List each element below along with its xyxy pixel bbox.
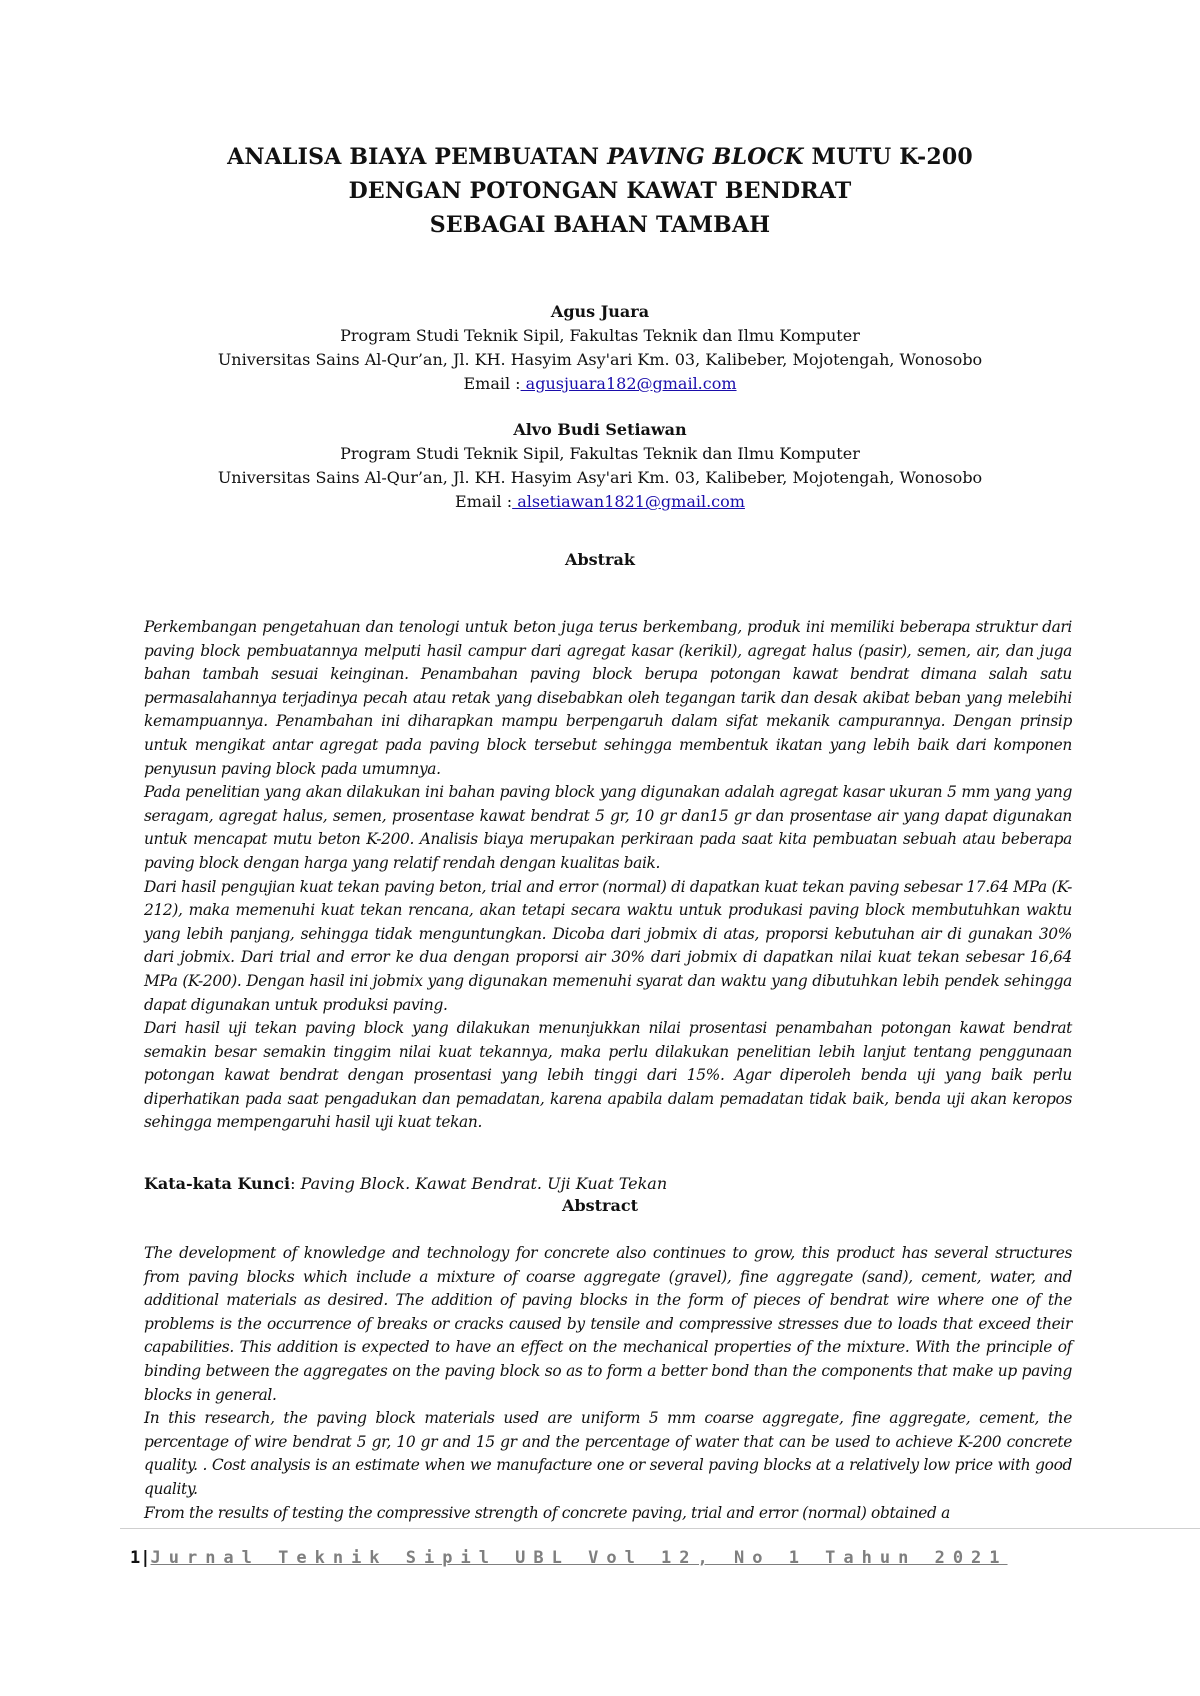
abstract-body [144, 1242, 1072, 1525]
footer-divider [120, 1528, 1200, 1529]
paper-title [140, 140, 1060, 242]
keywords-separator: : [290, 1174, 301, 1193]
abstrak-heading: Abstrak [565, 550, 635, 569]
keywords-line [144, 1172, 1064, 1196]
email-label: Email : [455, 492, 513, 511]
title-line-3: SEBAGAI BAHAN TAMBAH [429, 212, 771, 238]
author-email-line [140, 490, 1060, 514]
abstrak-paragraph: Perkembangan pengetahuan dan tenologi untuk beton juga terus berkembang, produk ini memiliki beberapa struktur dari paving block pembuatannya melputi hasil campur dari agregat kasar (kerikil), agregat halus (pasir), semen, air, dan juga bahan tambah sesuai keinginan. Penambahan paving block berupa potongan kawat bendrat dimana salah satu permasalahannya terjadinya pecah atau retak yang disebabkan oleh tegangan tarik dan desak akibat beban yang melebihi kemampuannya. Penambahan ini diharapkan mampu berpengaruh dalam sifat mekanik campurannya. Dengan prinsip untuk mengikat antar agregat pada paving block tersebut sehingga membentuk ikatan yang lebih baik dari komponen penyusun paving block pada umumnya. [144, 618, 1072, 778]
email-label: Email : [463, 374, 521, 393]
keywords-value: Paving Block. Kawat Bendrat. Uji Kuat Tekan [300, 1174, 668, 1193]
author-list [140, 300, 1060, 536]
author-name: Agus Juara [550, 302, 650, 321]
author-block [140, 300, 1060, 396]
author-email-link[interactable]: alsetiawan1821@gmail.com [512, 492, 745, 511]
author-email-link[interactable]: agusjuara182@gmail.com [520, 374, 737, 393]
author-affiliation: Universitas Sains Al-Qur’an, Jl. KH. Hasyim Asy'ari Km. 03, Kalibeber, Mojotengah, Wonosobo [217, 468, 983, 487]
author-affiliation: Program Studi Teknik Sipil, Fakultas Teknik dan Ilmu Komputer [340, 326, 860, 345]
author-email-line [140, 372, 1060, 396]
abstract-paragraph: In this research, the paving block materials used are uniform 5 mm coarse aggregate, fine aggregate, cement, the percentage of wire bendrat 5 gr, 10 gr and 15 gr and the percentage of water that can be used to achieve K-200 concrete quality. . Cost analysis is an estimate when we manufacture one or several paving blocks at a relatively low price with good quality. [144, 1409, 1072, 1498]
page-number: 1| [130, 1548, 151, 1568]
author-affiliation: Universitas Sains Al-Qur’an, Jl. KH. Hasyim Asy'ari Km. 03, Kalibeber, Mojotengah, Wonosobo [217, 350, 983, 369]
keywords-label: Kata-kata Kunci [144, 1174, 291, 1193]
author-affiliation: Program Studi Teknik Sipil, Fakultas Teknik dan Ilmu Komputer [340, 444, 860, 463]
page-footer [130, 1548, 1008, 1568]
author-name: Alvo Budi Setiawan [513, 420, 687, 439]
author-block [140, 418, 1060, 514]
abstrak-paragraph: Dari hasil pengujian kuat tekan paving beton, trial and error (normal) di dapatkan kuat tekan paving sebesar 17.64 MPa (K-212), maka memenuhi kuat tekan rencana, akan tetapi secara waktu untuk produkasi paving block membutuhkan waktu yang lebih panjang, sehingga tidak menguntungkan. Dicoba dari jobmix di atas, proporsi kebutuhan air di gunakan 30% dari jobmix. Dari trial and error ke dua dengan proporsi air 30% dari jobmix di dapatkan nilai kuat tekan sebesar 16,64 MPa (K-200). Dengan hasil ini jobmix yang digunakan memenuhi syarat dan waktu yang dibutuhkan lebih pendek sehingga dapat digunakan untuk produksi paving. [144, 877, 1072, 1014]
journal-name: Jurnal Teknik Sipil UBL Vol 12, No 1 Tahun 2021 [150, 1548, 1008, 1568]
abstrak-body [144, 616, 1072, 1135]
title-line-1: ANALISA BIAYA PEMBUATAN PAVING BLOCK MUTU K-200 [227, 144, 973, 170]
title-italic-term: PAVING BLOCK [607, 144, 804, 170]
abstrak-paragraph: Dari hasil uji tekan paving block yang dilakukan menunjukkan nilai prosentasi penambahan potongan kawat bendrat semakin besar semakin tinggim nilai kuat tekannya, maka perlu dilakukan penelitian lebih lanjut tentang penggunaan potongan kawat bendrat dengan prosentasi yang lebih tinggi dari 15%. Agar diperoleh benda uji yang baik perlu diperhatikan pada saat pengadukan dan pemadatan, karena apabila dalam pemadatan tidak baik, benda uji akan keropos sehingga mempengaruhi hasil uji kuat tekan. [144, 1019, 1072, 1132]
abstrak-paragraph: Pada penelitian yang akan dilakukan ini bahan paving block yang digunakan adalah agregat kasar ukuran 5 mm yang yang seragam, agregat halus, semen, prosentase kawat bendrat 5 gr, 10 gr dan15 gr dan prosentase air yang dapat digunakan untuk mencapat mutu beton K-200. Analisis biaya merupakan perkiraan pada saat kita pembuatan sebuah atau beberapa paving block dengan harga yang relatif rendah dengan kualitas baik. [144, 783, 1072, 872]
abstract-paragraph: The development of knowledge and technology for concrete also continues to grow, this product has several structures from paving blocks which include a mixture of coarse aggregate (gravel), fine aggregate (sand), cement, water, and additional materials as desired. The addition of paving blocks in the form of pieces of bendrat wire where one of the problems is the occurrence of breaks or cracks caused by tensile and compressive stresses due to loads that exceed their capabilities. This addition is expected to have an effect on the mechanical properties of the mixture. With the principle of binding between the aggregates on the paving block so as to form a better bond than the components that make up paving blocks in general. [144, 1244, 1072, 1404]
abstract-heading: Abstract [562, 1196, 638, 1215]
title-line-2: DENGAN POTONGAN KAWAT BENDRAT [348, 178, 852, 204]
abstract-paragraph: From the results of testing the compressive strength of concrete paving, trial and error (normal) obtained a [144, 1503, 950, 1522]
